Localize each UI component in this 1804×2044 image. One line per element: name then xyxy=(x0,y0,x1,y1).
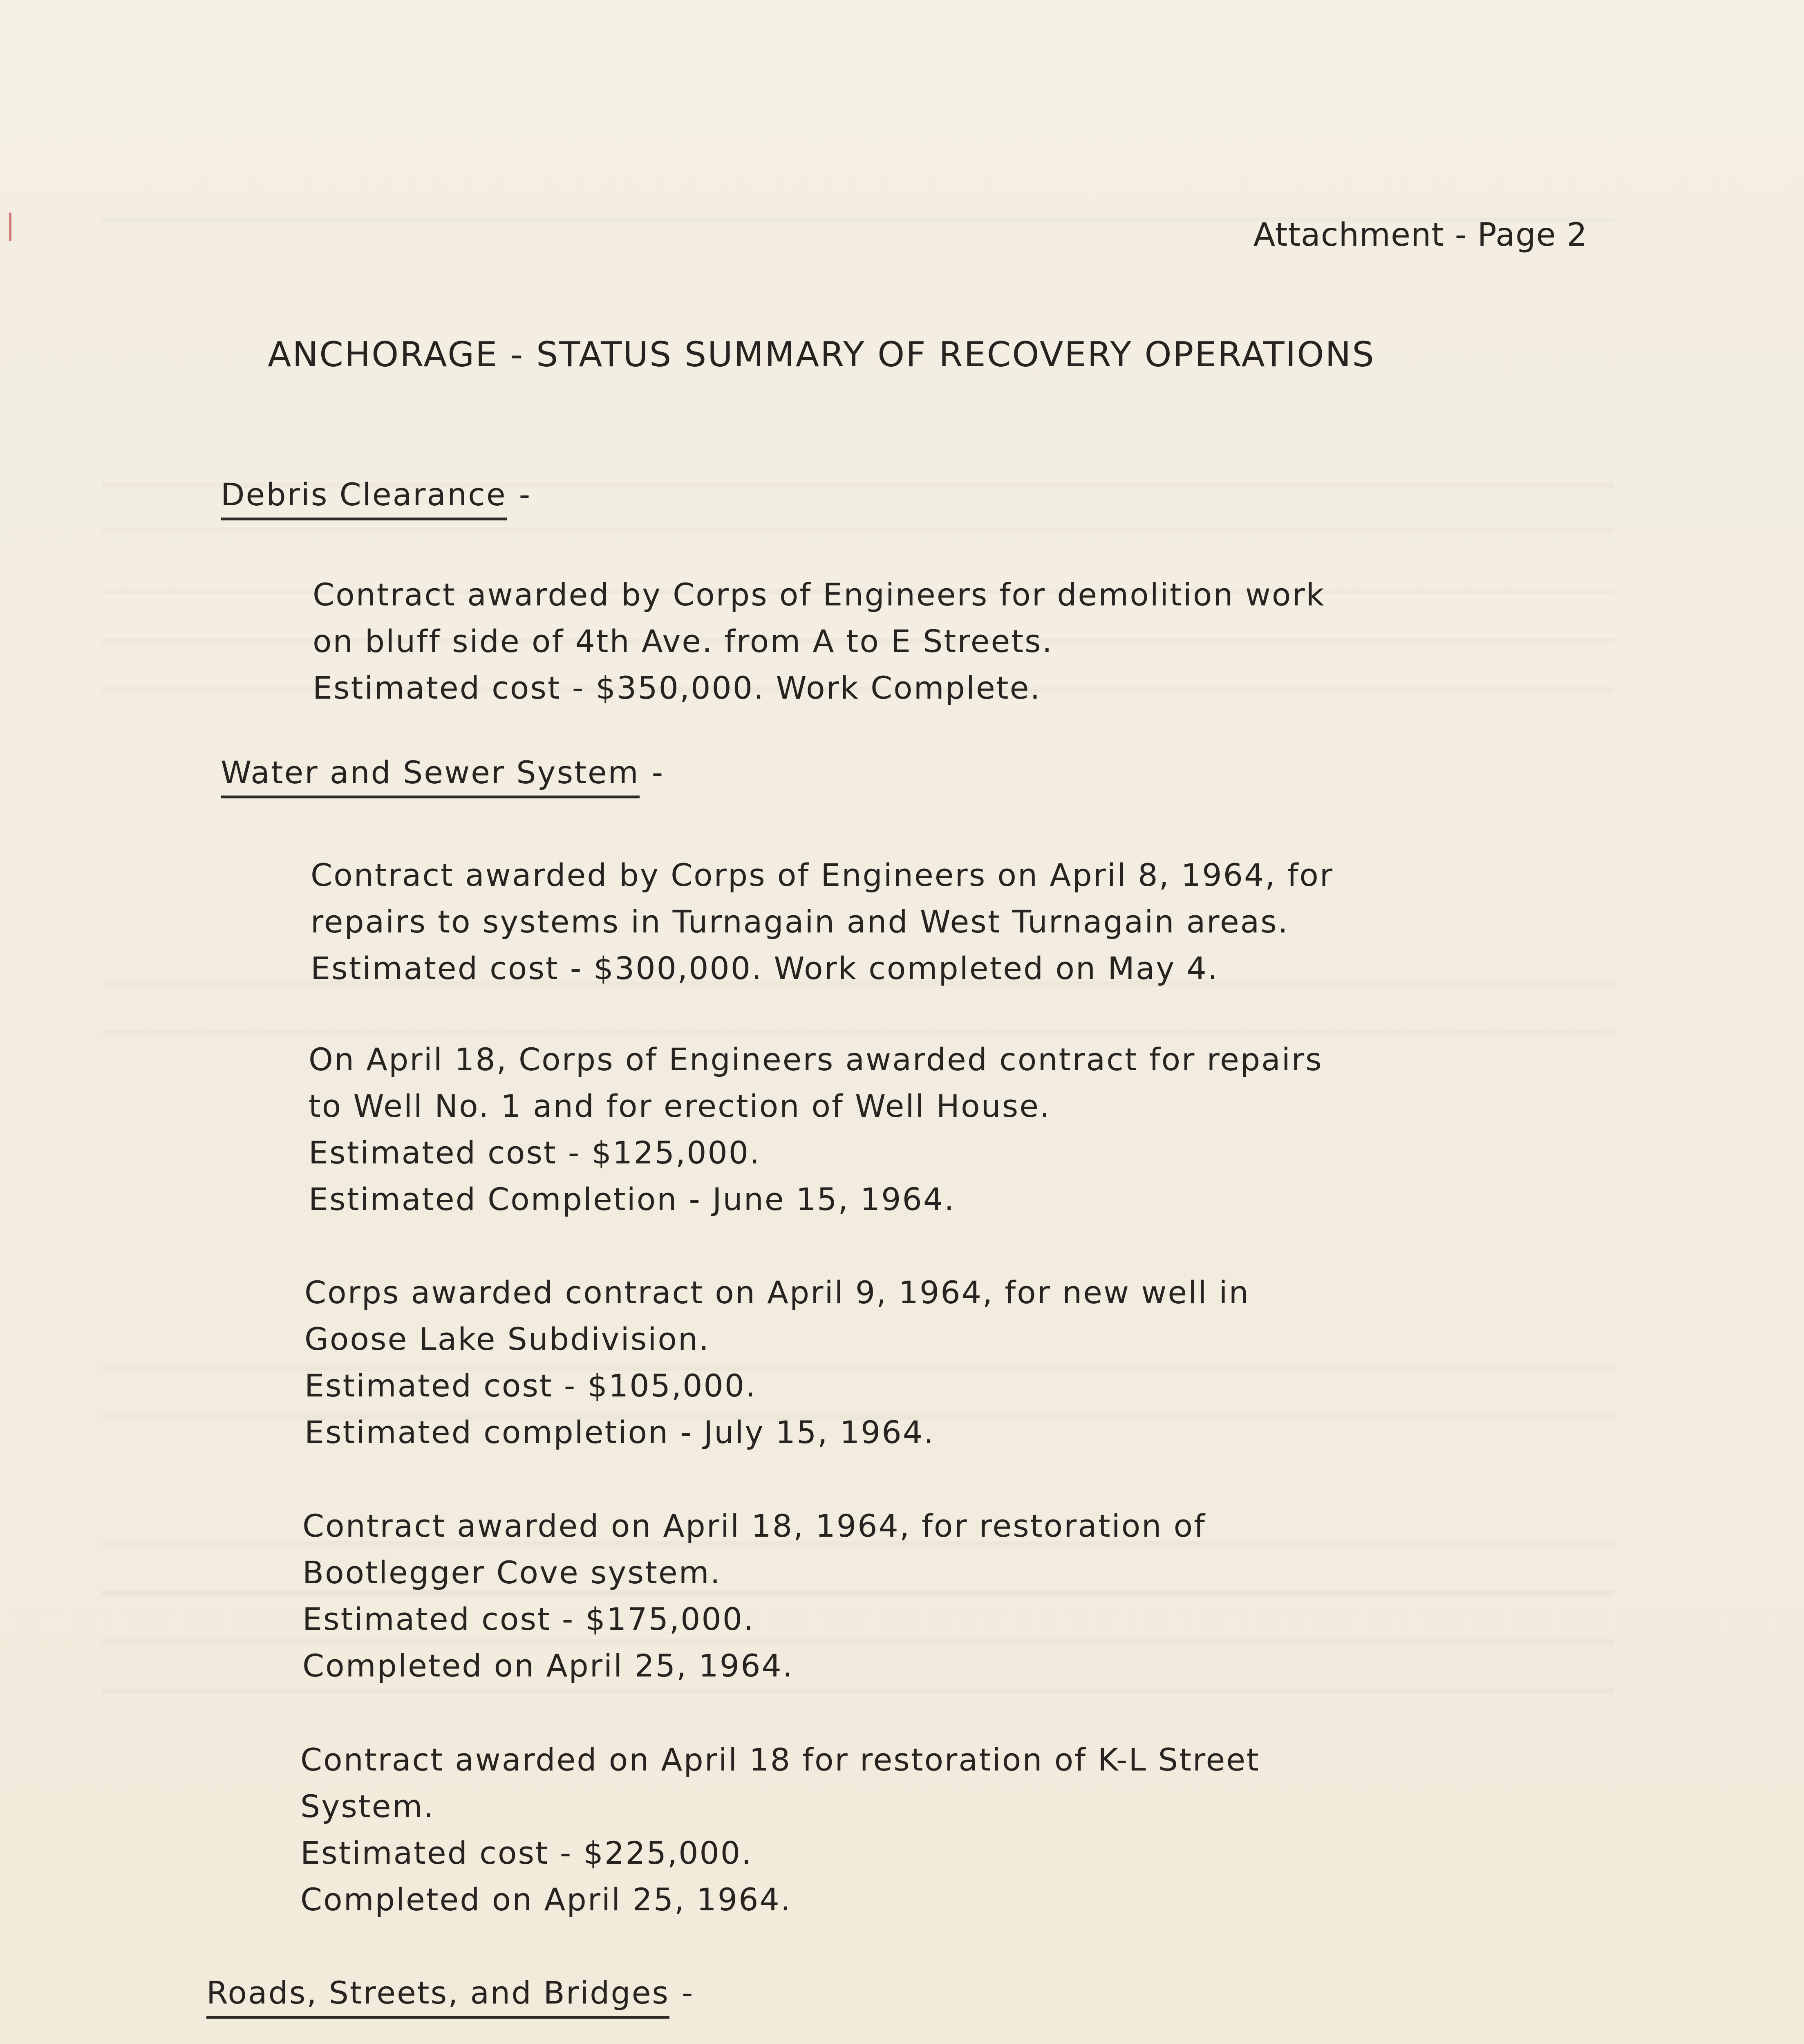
section-heading-dash: - xyxy=(651,754,665,791)
text-line: Estimated cost - $300,000. Work completed on May 4. xyxy=(311,950,1219,986)
section-heading-label: Debris Clearance xyxy=(221,476,507,520)
section-heading-debris-clearance xyxy=(221,476,531,520)
text-line: Completed on April 25, 1964. xyxy=(300,1881,792,1918)
water-item-2 xyxy=(309,1036,1323,1223)
text-line: Contract awarded by Corps of Engineers on April 8, 1964, for xyxy=(311,857,1334,893)
document-title: ANCHORAGE - STATUS SUMMARY OF RECOVERY OPERATIONS xyxy=(268,334,1375,374)
text-line: Estimated cost - $105,000. xyxy=(304,1367,757,1404)
water-item-3 xyxy=(304,1269,1250,1456)
text-line: Corps awarded contract on April 9, 1964, for new well in xyxy=(304,1274,1250,1311)
text-line: Estimated cost - $225,000. xyxy=(300,1835,753,1871)
section-heading-dash: - xyxy=(681,1975,694,2011)
text-line: Goose Lake Subdivision. xyxy=(304,1321,710,1357)
section-heading-label: Roads, Streets, and Bridges xyxy=(206,1975,669,2019)
text-line: Contract awarded on April 18 for restoration of K-L Street xyxy=(300,1741,1260,1778)
text-line: Estimated completion - July 15, 1964. xyxy=(304,1414,935,1450)
section-heading-water-sewer xyxy=(221,754,664,798)
water-item-5 xyxy=(300,1737,1260,1923)
text-line: Estimated Completion - June 15, 1964. xyxy=(309,1181,956,1217)
text-line: to Well No. 1 and for erection of Well House. xyxy=(309,1088,1051,1124)
text-line: Completed on April 25, 1964. xyxy=(302,1647,794,1684)
debris-item-1 xyxy=(313,572,1325,711)
text-line: Estimated cost - $125,000. xyxy=(309,1134,761,1171)
page-reference: Attachment - Page 2 xyxy=(1253,217,1587,253)
section-heading-roads-streets-bridges xyxy=(206,1975,694,2019)
text-line: Estimated cost - $350,000. Work Complete. xyxy=(313,670,1041,706)
margin-mark xyxy=(9,213,11,241)
text-line: repairs to systems in Turnagain and West Turnagain areas. xyxy=(311,903,1289,940)
text-line: Bootlegger Cove system. xyxy=(302,1554,721,1591)
text-line: on bluff side of 4th Ave. from A to E Streets. xyxy=(313,623,1053,659)
text-line: On April 18, Corps of Engineers awarded contract for repairs xyxy=(309,1041,1323,1078)
text-line: Estimated cost - $175,000. xyxy=(302,1601,755,1637)
section-heading-label: Water and Sewer System xyxy=(221,754,640,798)
water-item-1 xyxy=(311,852,1334,992)
water-item-4 xyxy=(302,1503,1206,1689)
text-line: System. xyxy=(300,1788,435,1824)
section-heading-dash: - xyxy=(519,476,532,513)
text-line: Contract awarded by Corps of Engineers for demolition work xyxy=(313,576,1325,613)
text-line: Contract awarded on April 18, 1964, for restoration of xyxy=(302,1508,1206,1544)
